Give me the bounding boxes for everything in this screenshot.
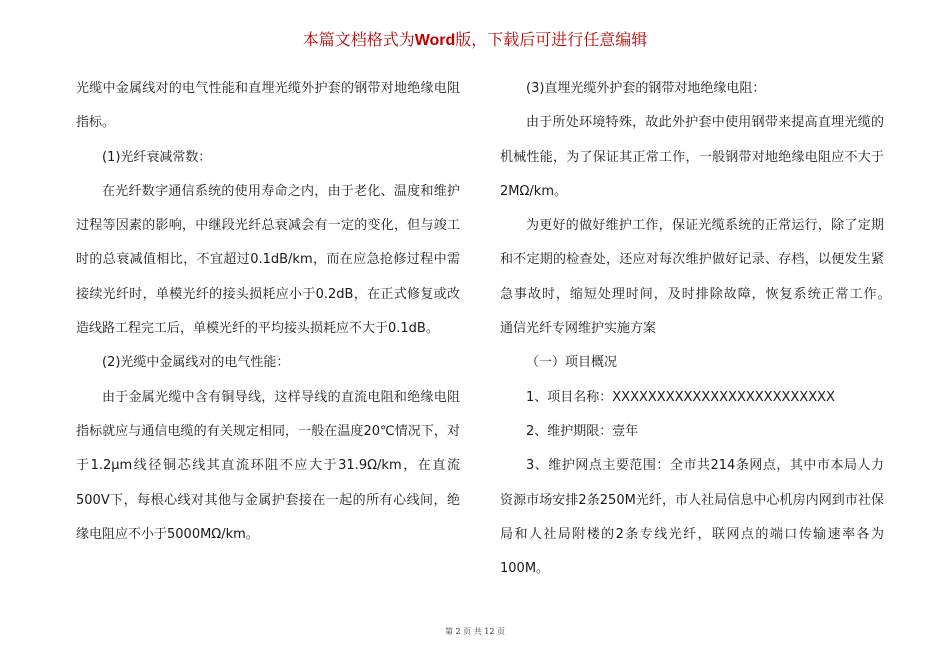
- paragraph: 由于金属光缆中含有铜导线，这样导线的直流电阻和绝缘电阻指标就应与通信电缆的有关规定相同，一般在温度20℃情况下，对于1.2μm线径铜芯线其直流环阻不应大于31.9Ω/km，在直流500V下，每根心线对其他与金属护套接在一起的所有心线间，绝缘电阻应不小于5000MΩ/km。: [76, 389, 460, 542]
- paragraph: (1)光纤衰减常数：: [102, 149, 212, 165]
- paragraph: 在光纤数字通信系统的使用寿命之内，由于老化、温度和维护过程等因素的影响，中继段光纤总衰减会有一定的变化，但与竣工时的总衰减值相比，不宜超过0.1dB/km，而在应急抢修过程中需接续光纤时，单模光纤的接头损耗应小于0.2dB，在正式修复或改造线路工程完工后，单模光纤的平均接头损耗应不大于0.1dB。: [76, 183, 460, 337]
- banner-text-post: 版，下载后可进行任意编辑: [455, 30, 648, 49]
- banner-word: Word: [414, 32, 456, 49]
- banner-text-pre: 本篇文档格式为: [302, 30, 415, 49]
- page-number: 第 2 页 共 12 页: [445, 627, 505, 636]
- paragraph: 3、维护网点主要范围：全市共214条网点，其中市本局人力资源市场安排2条250M光纤，市人社局信息中心机房内网到市社保局和人社局附楼的2条专线光纤，联网点的端口传输速率各为100M。: [500, 458, 884, 577]
- paragraph: (3)直埋光缆外护套的钢带对地绝缘电阻：: [526, 81, 766, 96]
- paragraph: 1、项目名称：XXXXXXXXXXXXXXXXXXXXXXXXX: [526, 389, 835, 405]
- download-banner: [0, 29, 950, 52]
- paragraph: (2)光缆中金属线对的电气性能：: [102, 355, 290, 371]
- paragraph: 光缆中金属线对的电气性能和直埋光缆外护套的钢带对地绝缘电阻指标。: [76, 81, 460, 131]
- right-column: [500, 72, 911, 586]
- paragraph: 由于所处环境特殊，故此外护套中使用钢带来提高直埋光缆的机械性能，为了保证其正常工作，一般钢带对地绝缘电阻应不大于2MΩ/km。: [500, 115, 884, 199]
- left-column: [76, 72, 460, 552]
- paragraph: 2、维护期限：壹年: [526, 423, 639, 439]
- paragraph: 为更好的做好维护工作，保证光缆系统的正常运行，除了定期和不定期的检查处，还应对每次维护做好记录、存档，以便发生紧急事故时，缩短处理时间，及时排除故障，恢复系统正常工作。 通信光纤专网维护实施方案: [500, 218, 911, 337]
- paragraph: （一）项目概况: [526, 355, 618, 371]
